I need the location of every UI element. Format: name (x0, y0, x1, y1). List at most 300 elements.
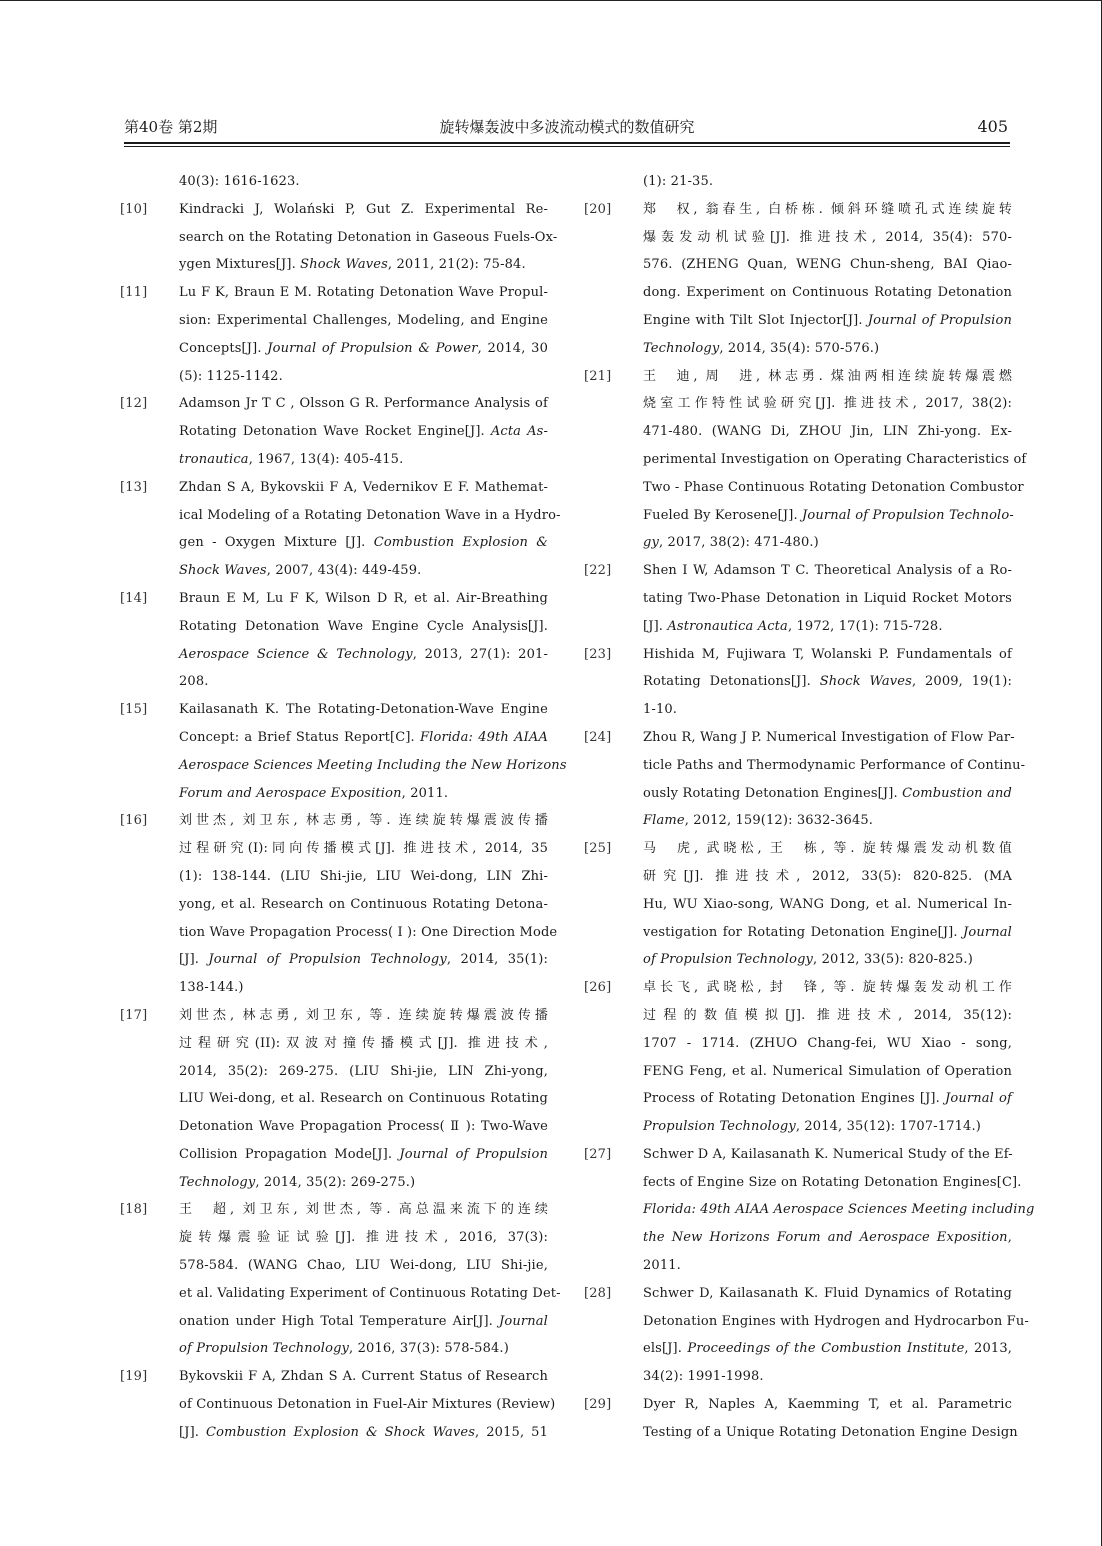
reference-number: [13] (120, 479, 148, 495)
reference-text-plain: ticle Paths and Thermodynamic Performance of Continu- (643, 757, 1026, 773)
reference-line (120, 752, 567, 780)
reference-text (643, 224, 1012, 252)
reference-text (643, 1335, 1012, 1363)
reference-line (120, 807, 548, 835)
reference-text (643, 1391, 1012, 1419)
reference-source-italic: Flame (643, 813, 685, 829)
reference-text (643, 1196, 1035, 1224)
reference-number: [23] (584, 646, 612, 662)
reference-line (120, 1363, 548, 1391)
reference-source-italic: Shock Waves (819, 674, 912, 690)
reference-text (179, 529, 548, 557)
reference-line (120, 1169, 548, 1197)
reference-line (120, 251, 548, 279)
reference-line (120, 724, 548, 752)
reference-text-plain: ygen Mixtures[J]. (179, 257, 301, 273)
reference-source-italic: Aerospace Science & Technology (179, 646, 413, 662)
reference-line (584, 363, 1012, 391)
reference-text-plain: 2011. (643, 1258, 681, 1274)
reference-line (584, 613, 1012, 641)
reference-line (120, 1085, 548, 1113)
reference-line (584, 446, 1027, 474)
reference-text-plain: 576. (ZHENG Quan, WENG Chun-sheng, BAI Qiao- (643, 257, 1012, 273)
reference-text (179, 1419, 548, 1447)
reference-text-plain: , 2014, 35(12): 1707-1714.) (795, 1119, 981, 1135)
reference-text-plain: 过程研究(I):同向传播模式[J]. 推进技术, 2014, 35 (179, 841, 548, 857)
reference-line (584, 390, 1012, 418)
running-title: 旋转爆轰波中多波流动模式的数值研究 (439, 118, 695, 136)
reference-text (643, 946, 1012, 974)
reference-text (179, 863, 548, 891)
reference-text-plain: Schwer D, Kailasanath K. Fluid Dynamics of Rotating (643, 1285, 1012, 1301)
reference-text (643, 724, 1015, 752)
reference-entry (120, 279, 548, 390)
running-header (124, 116, 1010, 138)
reference-number: [24] (584, 729, 612, 745)
reference-text-plain: of Continuous Detonation in Fuel-Air Mixtures (Review) (179, 1397, 556, 1413)
reference-text-plain: LIU Wei-dong, et al. Research on Continuous Rotating (179, 1091, 548, 1107)
reference-text-plain: 卓长飞, 武晓松, 封 锋, 等. 旋转爆轰发动机工作 (643, 980, 1012, 996)
reference-source-italic: Journal of Propulsion (399, 1146, 548, 1162)
reference-line (584, 196, 1012, 224)
reference-source-italic: Aerospace Sciences Meeting Including the New Horizons (179, 757, 567, 773)
reference-number: [19] (120, 1369, 148, 1385)
reference-line (120, 863, 548, 891)
reference-text-plain: 王 超, 刘卫东, 刘世杰, 等. 高总温来流下的连续 (179, 1202, 548, 1218)
reference-text (179, 307, 548, 335)
reference-line (120, 168, 548, 196)
page-top-border (0, 0, 1102, 1)
reference-line (120, 363, 548, 391)
reference-text (643, 335, 1012, 363)
reference-text (179, 224, 558, 252)
reference-line (120, 696, 548, 724)
reference-text (179, 891, 548, 919)
reference-number: [22] (584, 563, 612, 579)
reference-line (120, 335, 548, 363)
reference-text-plain: , 2013, 27(1): 201- (412, 646, 548, 662)
reference-text (643, 251, 1012, 279)
reference-text (643, 1058, 1012, 1086)
reference-line (120, 502, 561, 530)
reference-text (643, 390, 1012, 418)
reference-text (179, 724, 548, 752)
reference-text (643, 307, 1012, 335)
reference-text (179, 919, 558, 947)
reference-entry (584, 641, 1012, 724)
reference-source-italic: of Propulsion Technology (643, 952, 814, 968)
reference-text-plain: Engine with Tilt Slot Injector[J]. (643, 312, 868, 328)
reference-line (584, 418, 1012, 446)
reference-source-italic: Journal (963, 924, 1012, 940)
reference-number: [28] (584, 1285, 612, 1301)
reference-entry (120, 696, 567, 807)
reference-text-plain: 郑 权, 翁春生, 白桥栋. 倾斜环缝喷孔式连续旋转 (643, 201, 1012, 217)
reference-text (643, 807, 1012, 835)
reference-text (643, 974, 1012, 1002)
reference-text-plain: 过程研究(II):双波对撞传播模式[J]. 推进技术, (179, 1035, 548, 1051)
reference-line (584, 585, 1012, 613)
reference-text-plain: , 2014, 35(4): 570-576.) (719, 340, 880, 356)
reference-line (120, 557, 548, 585)
reference-text-plain: (1): 21-35. (643, 174, 714, 189)
reference-text-plain: 王 迪, 周 进, 林志勇. 煤油两相连续旋转爆震燃 (643, 368, 1012, 384)
reference-number: [10] (120, 201, 148, 217)
reference-text (179, 1280, 561, 1308)
reference-source-italic: Journal of Propulsion & Power (267, 340, 478, 356)
reference-line (584, 1224, 1012, 1252)
reference-text (179, 807, 548, 835)
reference-line (584, 641, 1012, 669)
reference-line (584, 335, 1012, 363)
reference-text-plain: , 2014, 30 (477, 340, 548, 356)
reference-text (179, 1391, 556, 1419)
journal-volume-issue: 第40卷 第2期 (124, 118, 218, 136)
reference-text-plain: Detonation Engines with Hydrogen and Hydrocarbon Fu- (643, 1313, 1029, 1329)
reference-text (643, 585, 1012, 613)
reference-text-plain: 2014, 35(2): 269-275. (LIU Shi-jie, LIN Zhi-yong, (179, 1063, 548, 1079)
reference-text (643, 418, 1012, 446)
reference-text (179, 335, 548, 363)
reference-number: [25] (584, 841, 612, 857)
reference-number: [26] (584, 980, 612, 996)
reference-text (179, 1335, 548, 1363)
reference-text (179, 418, 548, 446)
reference-text (643, 474, 1024, 502)
reference-line (120, 1113, 548, 1141)
reference-line (584, 1196, 1035, 1224)
reference-line (584, 724, 1015, 752)
reference-text (179, 1085, 548, 1113)
reference-entry (584, 1280, 1029, 1391)
reference-entry (584, 196, 1012, 363)
header-rule-thin (124, 146, 1010, 147)
reference-entry (120, 474, 561, 585)
reference-continuation (120, 168, 548, 196)
reference-text (179, 1363, 548, 1391)
reference-text-plain: 138-144.) (179, 980, 244, 996)
reference-text (179, 1141, 548, 1169)
reference-text-plain: 研究[J]. 推进技术, 2012, 33(5): 820-825. (MA (643, 868, 1012, 884)
reference-text (179, 279, 548, 307)
reference-text-plain: (1): 138-144. (LIU Shi-jie, LIU Wei-dong, LIN Zhi- (179, 868, 548, 884)
reference-text (643, 919, 1012, 947)
reference-line (584, 1419, 1018, 1447)
reference-entry (584, 724, 1026, 835)
reference-text (643, 1308, 1029, 1336)
reference-entry (584, 835, 1012, 974)
reference-text (179, 1058, 548, 1086)
reference-source-italic: Technology (179, 1174, 256, 1190)
reference-text-plain: , 2014, 35(2): 269-275.) (255, 1174, 416, 1190)
reference-text (179, 613, 548, 641)
reference-text-plain: fects of Engine Size on Rotating Detonation Engines[C]. (643, 1174, 1022, 1190)
reference-entry (120, 1196, 561, 1363)
reference-text-plain: Bykovskii F A, Zhdan S A. Current Status of Research (179, 1369, 548, 1385)
reference-line (120, 919, 558, 947)
reference-text-plain: , 2015, 51 (475, 1424, 549, 1440)
reference-line (120, 835, 548, 863)
reference-source-italic: Combustion and (902, 785, 1012, 801)
reference-line (584, 752, 1026, 780)
reference-text-plain: vestigation for Rotating Detonation Engine[J]. (643, 924, 964, 940)
reference-text-plain: , 2012, 159(12): 3632-3645. (684, 813, 874, 829)
reference-line (120, 529, 548, 557)
reference-line (584, 1252, 1012, 1280)
reference-text (179, 585, 548, 613)
reference-line (584, 891, 1012, 919)
reference-line (584, 251, 1012, 279)
reference-source-italic: Shock Waves (179, 563, 267, 579)
reference-line (120, 1058, 548, 1086)
reference-line (584, 835, 1012, 863)
reference-line (584, 168, 1012, 196)
reference-text (643, 363, 1012, 391)
reference-text (643, 1419, 1018, 1447)
reference-text (643, 279, 1012, 307)
reference-text (179, 1196, 548, 1224)
reference-continuation (584, 168, 1012, 196)
reference-text (643, 696, 1012, 724)
reference-entry (120, 1002, 548, 1197)
reference-text (643, 613, 1012, 641)
reference-text (179, 946, 548, 974)
reference-line (584, 946, 1012, 974)
reference-text-plain: Concept: a Brief Status Report[C]. (179, 729, 420, 745)
reference-text (643, 1002, 1012, 1030)
reference-text-plain: dong. Experiment on Continuous Rotating Detonation (643, 285, 1012, 301)
reference-text-plain: 34(2): 1991-1998. (643, 1369, 764, 1385)
reference-text (179, 363, 548, 391)
reference-text-plain: , 2007, 43(4): 449-459. (266, 563, 422, 579)
reference-line (120, 1196, 548, 1224)
reference-text-plain: [J]. (643, 618, 668, 634)
reference-text (643, 891, 1012, 919)
reference-text (643, 780, 1012, 808)
reference-text-plain: et al. Validating Experiment of Continuous Rotating Det- (179, 1285, 561, 1301)
reference-source-italic: Florida: 49th AIAA (420, 729, 548, 745)
reference-text (643, 863, 1012, 891)
reference-text (179, 1002, 548, 1030)
reference-line (584, 1113, 1012, 1141)
reference-text (179, 974, 548, 1002)
reference-line (120, 891, 548, 919)
reference-entry (584, 1391, 1018, 1447)
reference-entry (584, 557, 1012, 640)
reference-line (584, 1308, 1029, 1336)
reference-text-plain: 刘世杰, 林志勇, 刘卫东, 等. 连续旋转爆震波传播 (179, 1007, 548, 1023)
reference-source-italic: Technology (643, 340, 720, 356)
reference-text-plain: Testing of a Unique Rotating Detonation Engine Design (643, 1424, 1018, 1440)
reference-text (643, 168, 1012, 196)
reference-text-plain: , 1972, 17(1): 715-728. (787, 618, 943, 634)
reference-line (120, 307, 548, 335)
reference-text (643, 1363, 1012, 1391)
reference-text (179, 168, 548, 196)
reference-text-plain: 烧室工作特性试验研究[J]. 推进技术, 2017, 38(2): (643, 396, 1012, 412)
reference-source-italic: Shock Waves (300, 257, 388, 273)
reference-text (179, 641, 548, 669)
reference-line (584, 502, 1012, 530)
reference-text-plain: Rotating Detonation Wave Engine Cycle Analysis[J]. (179, 618, 548, 634)
reference-text-plain: , 1967, 13(4): 405-415. (248, 451, 404, 467)
reference-text-plain: onation under High Total Temperature Air[J]. (179, 1313, 500, 1329)
reference-text (643, 1141, 1012, 1169)
reference-text-plain: yong, et al. Research on Continuous Rotating Detona- (179, 896, 548, 912)
reference-source-italic: Journal of Propulsion (867, 312, 1012, 328)
reference-text (643, 668, 1012, 696)
reference-text-plain: ously Rotating Detonation Engines[J]. (643, 785, 903, 801)
reference-text-plain: Kindracki J, Wolański P, Gut Z. Experimental Re- (179, 201, 548, 217)
reference-text-plain: , (1007, 1230, 1012, 1246)
header-rule-thick (124, 142, 1010, 144)
reference-text-plain: [J]. (179, 1424, 207, 1440)
reference-text (179, 780, 548, 808)
reference-source-italic: Journal of (945, 1091, 1012, 1107)
reference-number: [20] (584, 201, 612, 217)
reference-text-plain: 过程的数值模拟[J]. 推进技术, 2014, 35(12): (643, 1007, 1012, 1023)
reference-line (584, 1335, 1012, 1363)
reference-line (584, 1141, 1012, 1169)
reference-text-plain: ical Modeling of a Rotating Detonation Wave in a Hydro- (179, 507, 561, 523)
reference-line (584, 557, 1012, 585)
reference-text-plain: 旋转爆震验证试验[J]. 推进技术, 2016, 37(3): (179, 1230, 548, 1246)
reference-number: [11] (120, 285, 148, 301)
reference-source-italic: Propulsion Technology (643, 1119, 796, 1135)
reference-text-plain: (5): 1125-1142. (179, 368, 283, 384)
reference-text-plain: Adamson Jr T C , Olsson G R. Performance Analysis of (179, 396, 548, 412)
reference-text-plain: tion Wave Propagation Process( Ⅰ ): One Direction Mode (179, 924, 558, 940)
reference-text-plain: Kailasanath K. The Rotating-Detonation-Wave Engine (179, 702, 548, 718)
reference-text (643, 1224, 1012, 1252)
reference-text (179, 502, 561, 530)
reference-text-plain: Schwer D A, Kailasanath K. Numerical Study of the Ef- (643, 1146, 1013, 1162)
reference-entry (120, 807, 558, 1002)
reference-line (120, 780, 548, 808)
reference-number: [14] (120, 590, 148, 606)
reference-line (120, 668, 548, 696)
reference-text-plain: Concepts[J]. (179, 340, 268, 356)
reference-line (120, 1419, 548, 1447)
reference-line (120, 224, 558, 252)
reference-number: [15] (120, 702, 148, 718)
reference-number: [17] (120, 1007, 148, 1023)
reference-line (584, 696, 1012, 724)
reference-source-italic: the New Horizons Forum and Aerospace Exposition (643, 1230, 1008, 1246)
reference-text-plain: 1707 - 1714. (ZHUO Chang-fei, WU Xiao - song, (643, 1035, 1012, 1051)
reference-text-plain: 刘世杰, 刘卫东, 林志勇, 等. 连续旋转爆震波传播 (179, 813, 548, 829)
reference-text-plain: , 2009, 19(1): (911, 674, 1012, 690)
reference-entry (584, 363, 1027, 558)
reference-text (179, 668, 548, 696)
reference-text-plain: Fueled By Kerosene[J]. (643, 507, 803, 523)
reference-text-plain: FENG Feng, et al. Numerical Simulation of Operation (643, 1063, 1012, 1079)
reference-text-plain: gen - Oxygen Mixture [J]. (179, 535, 374, 551)
reference-number: [16] (120, 813, 148, 829)
reference-text-plain: 爆轰发动机试验[J]. 推进技术, 2014, 35(4): 570- (643, 229, 1012, 245)
reference-text-plain: Zhdan S A, Bykovskii F A, Vedernikov E F. Mathemat- (179, 479, 548, 495)
reference-text (179, 557, 548, 585)
reference-text (179, 1252, 548, 1280)
reference-source-italic: Journal of Propulsion Technology (208, 952, 447, 968)
reference-text (179, 1169, 548, 1197)
reference-text-plain: , 2013, (964, 1341, 1013, 1357)
reference-text-plain: Braun E M, Lu F K, Wilson D R, et al. Air-Breathing (179, 590, 548, 606)
reference-line (584, 780, 1012, 808)
reference-text-plain: , 2011. (401, 785, 449, 801)
reference-line (584, 1085, 1012, 1113)
reference-source-italic: Forum and Aerospace Exposition (179, 785, 402, 801)
references-left-column (120, 168, 567, 1447)
reference-text (643, 196, 1012, 224)
reference-source-italic: Journal (499, 1313, 548, 1329)
reference-line (120, 1280, 561, 1308)
reference-line (120, 1002, 548, 1030)
reference-text-plain: Two - Phase Continuous Rotating Detonation Combustor (643, 479, 1024, 495)
reference-text-plain: 40(3): 1616-1623. (179, 174, 300, 189)
reference-source-italic: Florida: 49th AIAA Aerospace Sciences Meeting including (643, 1202, 1035, 1218)
reference-text (179, 474, 548, 502)
reference-line (120, 1391, 556, 1419)
reference-text-plain: , 2016, 37(3): 578-584.) (349, 1341, 509, 1357)
reference-text (179, 390, 548, 418)
references-right-column (584, 168, 1035, 1447)
reference-text-plain: els[J]. (643, 1341, 688, 1357)
reference-text-plain: Hishida M, Fujiwara T, Wolanski P. Fundamentals of (643, 646, 1012, 662)
reference-line (584, 307, 1012, 335)
reference-line (120, 279, 548, 307)
reference-text-plain: Collision Propagation Mode[J]. (179, 1146, 400, 1162)
reference-entry (120, 390, 548, 473)
reference-text-plain: Process of Rotating Detonation Engines [J]. (643, 1091, 946, 1107)
reference-text-plain: 马 虎, 武晓松, 王 栋, 等. 旋转爆震发动机数值 (643, 841, 1012, 857)
reference-text (643, 1085, 1012, 1113)
reference-source-italic: Journal of Propulsion Technolo- (802, 507, 1014, 523)
reference-text (643, 446, 1027, 474)
reference-line (584, 919, 1012, 947)
reference-line (120, 585, 548, 613)
reference-source-italic: of Propulsion Technology (179, 1341, 350, 1357)
reference-text (179, 251, 548, 279)
reference-text (179, 196, 548, 224)
reference-text (179, 696, 548, 724)
reference-text-plain: Hu, WU Xiao-song, WANG Dong, et al. Numerical In- (643, 896, 1012, 912)
reference-text (643, 557, 1012, 585)
reference-line (584, 1002, 1012, 1030)
reference-text (179, 446, 548, 474)
reference-number: [18] (120, 1202, 148, 1218)
reference-text-plain: Detonation Wave Propagation Process( Ⅱ ): Two-Wave (179, 1119, 548, 1135)
reference-line (584, 1280, 1012, 1308)
reference-text (179, 835, 548, 863)
reference-text (643, 835, 1012, 863)
reference-source-italic: Combustion Explosion & (373, 535, 549, 551)
reference-line (120, 974, 548, 1002)
reference-text-plain: Zhou R, Wang J P. Numerical Investigation of Flow Par- (643, 729, 1015, 745)
reference-line (120, 196, 548, 224)
reference-text-plain: , 2012, 33(5): 820-825.) (813, 952, 973, 968)
reference-text-plain: Rotating Detonation Wave Rocket Engine[J]. (179, 424, 491, 440)
reference-entry (120, 1363, 556, 1446)
reference-text-plain: 208. (179, 674, 209, 690)
reference-line (120, 641, 548, 669)
reference-text (179, 1030, 548, 1058)
reference-line (120, 474, 548, 502)
page-number: 405 (977, 117, 1008, 136)
reference-text-plain: 578-584. (WANG Chao, LIU Wei-dong, LIU Shi-jie, (179, 1258, 548, 1274)
reference-text-plain: Shen I W, Adamson T C. Theoretical Analysis of a Ro- (643, 563, 1012, 579)
reference-line (584, 474, 1024, 502)
